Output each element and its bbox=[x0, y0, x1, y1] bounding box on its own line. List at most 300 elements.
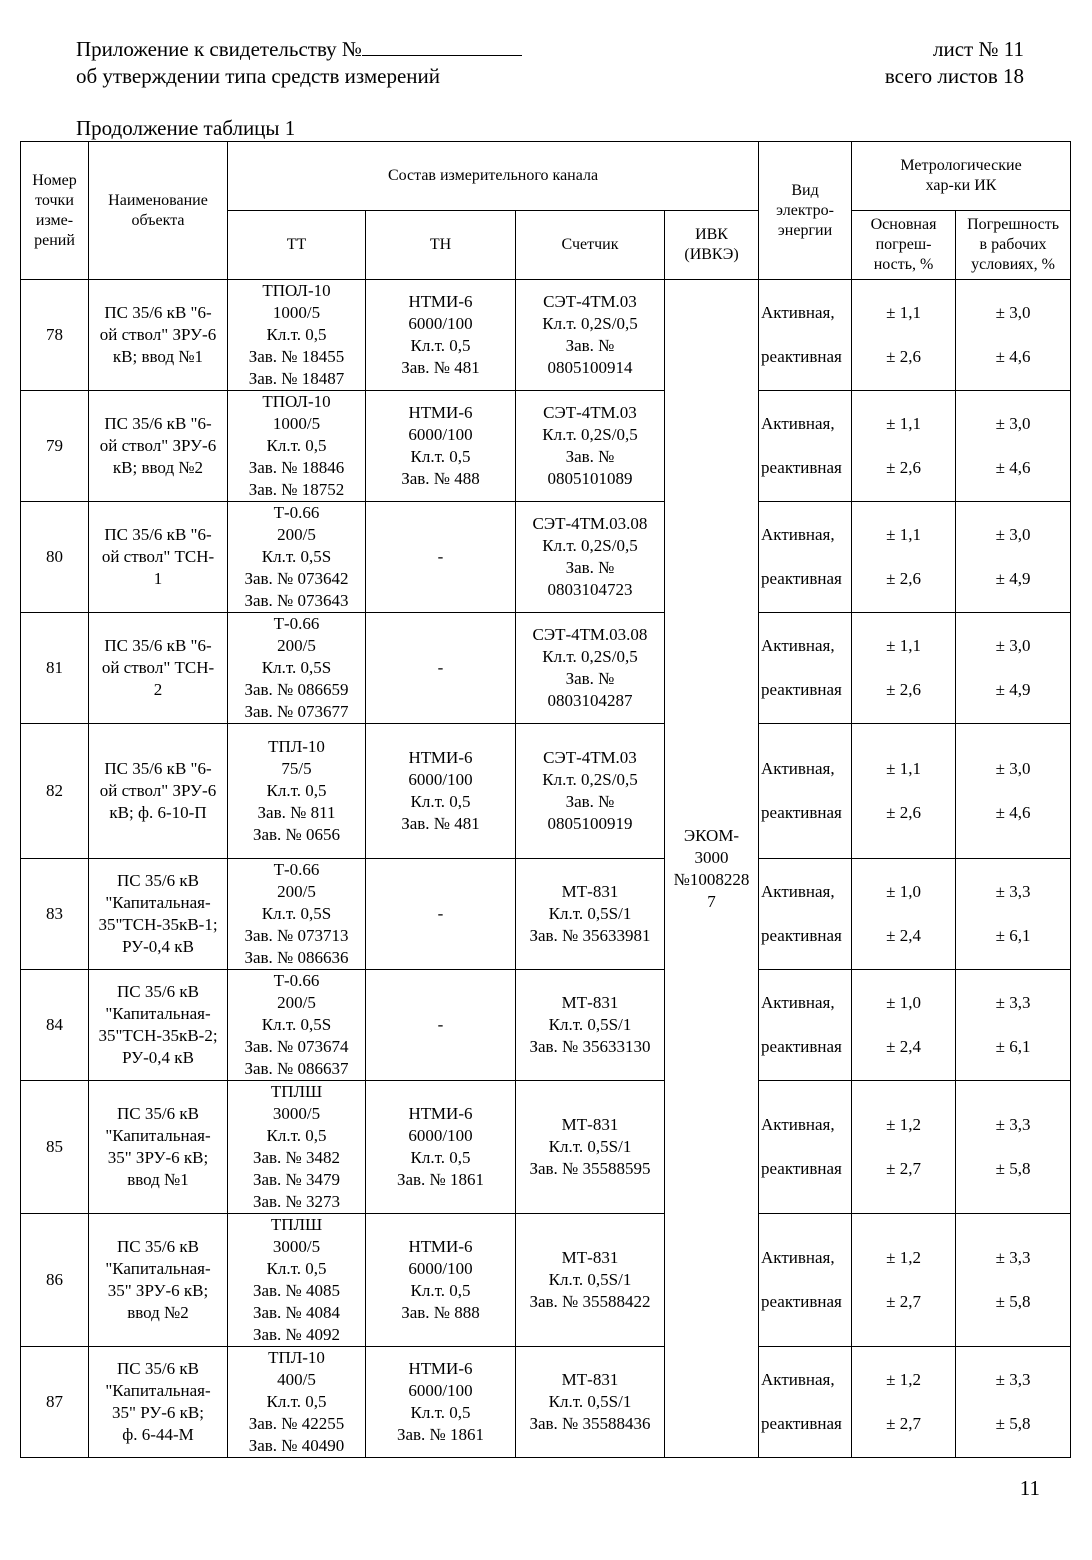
tn-line: - bbox=[437, 1015, 444, 1034]
tt-line: Кл.т. 0,5S bbox=[261, 1015, 332, 1034]
header-line-2: об утверждении типа средств измерений bbox=[76, 64, 441, 88]
meter-line: Кл.т. 0,5S/1 bbox=[548, 904, 632, 923]
table-row bbox=[21, 280, 1071, 391]
tn-line: Кл.т. 0,5 bbox=[410, 792, 471, 811]
meter-line: Кл.т. 0,2S/0,5 bbox=[542, 314, 638, 333]
tt-cell bbox=[228, 280, 366, 391]
meter-line: МТ-831 bbox=[561, 1370, 619, 1389]
spacer bbox=[958, 435, 1068, 457]
table-row bbox=[21, 613, 1071, 724]
object-name-line: ПС 35/6 кВ "6- bbox=[104, 636, 212, 655]
spacer bbox=[854, 546, 953, 568]
point-number-cell: 80 bbox=[21, 502, 89, 613]
object-name-line: ой ствол" ЗРУ-6 bbox=[99, 781, 217, 800]
page-number: 11 bbox=[1019, 1476, 1040, 1500]
header-tn: ТН bbox=[366, 211, 516, 280]
meter-cell bbox=[516, 724, 665, 859]
spacer bbox=[854, 435, 953, 457]
tt-line: 200/5 bbox=[277, 993, 316, 1012]
base-error-cell-value: ± 2,4 bbox=[886, 1037, 921, 1056]
tt-line: 3000/5 bbox=[272, 1237, 321, 1256]
base-error-cell-value: ± 1,0 bbox=[886, 882, 921, 901]
header-line-1: Приложение к свидетельству № bbox=[76, 36, 522, 63]
base-error-cell-value: ± 2,6 bbox=[886, 569, 921, 588]
object-name-line: кВ; ввод №2 bbox=[112, 458, 204, 477]
object-name-line: ПС 35/6 кВ bbox=[117, 982, 199, 1001]
tn-cell bbox=[366, 613, 516, 724]
energy-kind-cell-value: Активная, bbox=[761, 759, 835, 778]
meter-line: МТ-831 bbox=[561, 993, 619, 1012]
point-number-cell: 86 bbox=[21, 1214, 89, 1347]
meter-line: СЭТ-4ТМ.03 bbox=[543, 292, 637, 311]
energy-kind-cell bbox=[759, 280, 852, 391]
tt-cell bbox=[228, 1081, 366, 1214]
ivk-line: №1008228 bbox=[673, 869, 750, 889]
base-error-cell-value: ± 1,0 bbox=[886, 993, 921, 1012]
header-line: энергии bbox=[777, 221, 833, 239]
tt-line: Зав. № 073643 bbox=[244, 591, 349, 610]
working-error-cell-value: ± 4,9 bbox=[995, 680, 1031, 699]
base-error-cell-value: ± 2,7 bbox=[886, 1292, 921, 1311]
energy-kind-cell-value: реактивная bbox=[761, 803, 842, 822]
object-name-line: 35"ТСН-35кВ-1; bbox=[98, 915, 218, 934]
meter-line: Зав. № bbox=[565, 792, 615, 811]
object-name-line: ввод №2 bbox=[127, 1303, 189, 1322]
tn-line: Зав. № 481 bbox=[401, 814, 480, 833]
tt-line: Зав. № 086659 bbox=[244, 680, 349, 699]
base-error-cell-value: ± 2,6 bbox=[886, 458, 921, 477]
tt-line: ТПЛШ bbox=[270, 1215, 323, 1234]
header-line: погреш- bbox=[875, 236, 932, 253]
base-error-cell-value: ± 1,2 bbox=[886, 1115, 921, 1134]
tt-line: Зав. № 073677 bbox=[244, 702, 349, 721]
tt-line: Зав. № 42255 bbox=[248, 1414, 345, 1433]
tt-line: ТПЛ-10 bbox=[268, 1348, 325, 1367]
tt-line: ТПЛШ bbox=[270, 1082, 323, 1101]
object-name-cell bbox=[89, 502, 228, 613]
tn-line: Кл.т. 0,5 bbox=[410, 1281, 471, 1300]
point-number-cell: 87 bbox=[21, 1347, 89, 1458]
header-metrology-group bbox=[852, 142, 1071, 211]
object-name-line: ввод №1 bbox=[127, 1170, 189, 1189]
object-name-line: ПС 35/6 кВ bbox=[117, 1237, 199, 1256]
working-error-cell-value: ± 4,9 bbox=[995, 569, 1031, 588]
tt-line: Зав. № 086636 bbox=[244, 948, 349, 967]
object-name-cell bbox=[89, 280, 228, 391]
meter-line: Зав. № 35633981 bbox=[529, 926, 651, 945]
tn-line: НТМИ-6 bbox=[408, 1104, 473, 1123]
object-name-line: 35" РУ-6 кВ; bbox=[112, 1403, 204, 1422]
spacer bbox=[958, 324, 1068, 346]
working-error-cell-value: ± 4,6 bbox=[995, 803, 1031, 822]
energy-kind-cell-value: реактивная bbox=[761, 347, 842, 366]
object-name-line: "Капитальная- bbox=[105, 1259, 211, 1278]
point-number-cell: 82 bbox=[21, 724, 89, 859]
spacer bbox=[854, 324, 953, 346]
meter-line: МТ-831 bbox=[561, 1248, 619, 1267]
spacer bbox=[958, 546, 1068, 568]
object-name-line: ПС 35/6 кВ bbox=[117, 1104, 199, 1123]
energy-kind-cell bbox=[759, 970, 852, 1081]
energy-kind-cell-value: реактивная bbox=[761, 1159, 842, 1178]
base-error-cell bbox=[852, 502, 956, 613]
meter-line: Зав. № bbox=[565, 336, 615, 355]
meter-cell bbox=[516, 613, 665, 724]
energy-kind-cell-value: реактивная bbox=[761, 1414, 842, 1433]
object-name-line: ой ствол" ТСН- bbox=[101, 658, 215, 677]
meter-cell bbox=[516, 1347, 665, 1458]
tt-line: Кл.т. 0,5 bbox=[266, 781, 327, 800]
meter-line: СЭТ-4ТМ.03 bbox=[543, 748, 637, 767]
base-error-cell bbox=[852, 280, 956, 391]
working-error-cell-value: ± 6,1 bbox=[995, 926, 1031, 945]
tt-line: ТПОЛ-10 bbox=[262, 392, 331, 411]
tn-line: Зав. № 481 bbox=[401, 358, 480, 377]
tt-line: 1000/5 bbox=[272, 414, 321, 433]
meter-line: Зав. № 35588422 bbox=[529, 1292, 651, 1311]
object-name-line: 35" ЗРУ-6 кВ; bbox=[107, 1281, 209, 1300]
meter-cell bbox=[516, 280, 665, 391]
header-line: Метрологические bbox=[900, 157, 1022, 174]
working-error-cell bbox=[956, 859, 1071, 970]
base-error-cell-value: ± 1,1 bbox=[886, 525, 921, 544]
energy-kind-cell-value: Активная, bbox=[761, 1370, 835, 1389]
meter-line: 0803104287 bbox=[547, 691, 633, 710]
object-name-cell bbox=[89, 613, 228, 724]
spacer bbox=[958, 1391, 1068, 1413]
tt-line: 75/5 bbox=[281, 759, 312, 778]
header-line: Вид bbox=[791, 181, 819, 199]
tt-line: Т-0.66 bbox=[273, 503, 320, 522]
tn-line: 6000/100 bbox=[408, 770, 473, 789]
tn-line: Кл.т. 0,5 bbox=[410, 447, 471, 466]
table-row bbox=[21, 391, 1071, 502]
energy-kind-cell-value: Активная, bbox=[761, 636, 835, 655]
spacer bbox=[761, 1269, 849, 1291]
tt-line: Зав. № 18487 bbox=[248, 369, 345, 388]
working-error-cell-value: ± 3,3 bbox=[995, 1370, 1031, 1389]
ivk-line: ЭКОМ- bbox=[683, 825, 740, 845]
tn-cell bbox=[366, 859, 516, 970]
spacer bbox=[761, 1014, 849, 1036]
tn-line: Зав. № 888 bbox=[401, 1303, 480, 1322]
tt-line: Кл.т. 0,5S bbox=[261, 547, 332, 566]
object-name-line: ф. 6-44-М bbox=[122, 1425, 194, 1444]
table-row bbox=[21, 724, 1071, 859]
table-row bbox=[21, 1214, 1071, 1347]
tt-line: Зав. № 086637 bbox=[244, 1059, 349, 1078]
tn-line: НТМИ-6 bbox=[408, 403, 473, 422]
object-name-cell bbox=[89, 391, 228, 502]
meter-line: Кл.т. 0,5S/1 bbox=[548, 1015, 632, 1034]
tt-cell bbox=[228, 1347, 366, 1458]
base-error-cell-value: ± 2,7 bbox=[886, 1414, 921, 1433]
header-line: электро- bbox=[776, 201, 834, 219]
spacer bbox=[761, 324, 849, 346]
working-error-cell bbox=[956, 1347, 1071, 1458]
measurement-table bbox=[20, 141, 1071, 1458]
meter-cell bbox=[516, 1214, 665, 1347]
spacer bbox=[854, 903, 953, 925]
tn-line: Зав. № 1861 bbox=[396, 1425, 485, 1444]
working-error-cell-value: ± 3,0 bbox=[995, 414, 1031, 433]
point-number-cell: 85 bbox=[21, 1081, 89, 1214]
base-error-cell-value: ± 1,1 bbox=[886, 414, 921, 433]
tt-line: Т-0.66 bbox=[273, 860, 320, 879]
meter-line: 0805100914 bbox=[547, 358, 633, 377]
object-name-cell bbox=[89, 859, 228, 970]
spacer bbox=[958, 657, 1068, 679]
tt-line: ТПОЛ-10 bbox=[262, 281, 331, 300]
tt-line: Зав. № 18455 bbox=[248, 347, 345, 366]
tn-line: - bbox=[437, 547, 444, 566]
tt-line: Зав. № 3273 bbox=[252, 1192, 341, 1211]
base-error-cell-value: ± 1,1 bbox=[886, 759, 921, 778]
point-number-cell: 78 bbox=[21, 280, 89, 391]
base-error-cell-value: ± 2,4 bbox=[886, 926, 921, 945]
energy-kind-cell-value: Активная, bbox=[761, 303, 835, 322]
meter-line: МТ-831 bbox=[561, 1115, 619, 1134]
working-error-cell-value: ± 5,8 bbox=[995, 1292, 1031, 1311]
point-number-cell: 84 bbox=[21, 970, 89, 1081]
point-number-cell: 79 bbox=[21, 391, 89, 502]
tn-line: - bbox=[437, 658, 444, 677]
tn-cell bbox=[366, 724, 516, 859]
energy-kind-cell bbox=[759, 724, 852, 859]
certificate-number-blank bbox=[362, 37, 522, 56]
meter-line: Кл.т. 0,2S/0,5 bbox=[542, 647, 638, 666]
tt-cell bbox=[228, 1214, 366, 1347]
tt-cell bbox=[228, 613, 366, 724]
tt-line: Т-0.66 bbox=[273, 614, 320, 633]
meter-line: Зав. № bbox=[565, 447, 615, 466]
object-name-line: ПС 35/6 кВ bbox=[117, 871, 199, 890]
base-error-cell-value: ± 2,6 bbox=[886, 347, 921, 366]
meter-line: Кл.т. 0,2S/0,5 bbox=[542, 425, 638, 444]
energy-kind-cell-value: реактивная bbox=[761, 1292, 842, 1311]
table-row bbox=[21, 859, 1071, 970]
working-error-cell bbox=[956, 724, 1071, 859]
ivk-cell bbox=[665, 280, 759, 1458]
energy-kind-cell-value: Активная, bbox=[761, 1115, 835, 1134]
spacer bbox=[854, 1014, 953, 1036]
tt-line: Кл.т. 0,5 bbox=[266, 436, 327, 455]
spacer bbox=[761, 903, 849, 925]
working-error-cell bbox=[956, 1214, 1071, 1347]
tt-line: ТПЛ-10 bbox=[268, 737, 325, 756]
header-line: точки bbox=[35, 191, 74, 209]
working-error-cell-value: ± 3,0 bbox=[995, 525, 1031, 544]
header-meter: Счетчик bbox=[516, 211, 665, 280]
spacer bbox=[761, 435, 849, 457]
energy-kind-cell-value: реактивная bbox=[761, 1037, 842, 1056]
working-error-cell-value: ± 4,6 bbox=[995, 458, 1031, 477]
object-name-line: "Капитальная- bbox=[105, 1126, 211, 1145]
header-base-error bbox=[852, 211, 956, 280]
meter-line: 0805101089 bbox=[547, 469, 633, 488]
spacer bbox=[761, 546, 849, 568]
tt-cell bbox=[228, 970, 366, 1081]
header-line: рений bbox=[34, 231, 75, 249]
object-name-cell bbox=[89, 970, 228, 1081]
object-name-line: 35" ЗРУ-6 кВ; bbox=[107, 1148, 209, 1167]
tt-line: 400/5 bbox=[277, 1370, 316, 1389]
spacer bbox=[761, 780, 849, 802]
base-error-cell-value: ± 1,2 bbox=[886, 1370, 921, 1389]
object-name-line: ПС 35/6 кВ bbox=[117, 1359, 199, 1378]
object-name-line: ой ствол" ЗРУ-6 bbox=[99, 325, 217, 344]
document-header-left bbox=[76, 36, 522, 90]
tt-cell bbox=[228, 502, 366, 613]
spacer bbox=[854, 657, 953, 679]
tn-line: 6000/100 bbox=[408, 314, 473, 333]
tn-line: 6000/100 bbox=[408, 1259, 473, 1278]
object-name-line: ПС 35/6 кВ "6- bbox=[104, 414, 212, 433]
tt-line: Зав. № 40490 bbox=[248, 1436, 345, 1455]
tt-cell bbox=[228, 724, 366, 859]
header-line: Номер bbox=[32, 171, 77, 189]
tt-line: Т-0.66 bbox=[273, 971, 320, 990]
energy-kind-cell-value: Активная, bbox=[761, 525, 835, 544]
spacer bbox=[958, 1136, 1068, 1158]
working-error-cell-value: ± 3,0 bbox=[995, 636, 1031, 655]
table-row bbox=[21, 502, 1071, 613]
meter-cell bbox=[516, 859, 665, 970]
tt-line: Зав. № 3479 bbox=[252, 1170, 341, 1189]
meter-line: Зав. № 35588595 bbox=[529, 1159, 651, 1178]
working-error-cell-value: ± 5,8 bbox=[995, 1414, 1031, 1433]
meter-line: Зав. № bbox=[565, 669, 615, 688]
tt-line: Зав. № 18752 bbox=[248, 480, 345, 499]
energy-kind-cell bbox=[759, 1347, 852, 1458]
tn-line: НТМИ-6 bbox=[408, 1237, 473, 1256]
tn-line: Зав. № 488 bbox=[401, 469, 480, 488]
base-error-cell-value: ± 2,6 bbox=[886, 803, 921, 822]
header-ivk bbox=[665, 211, 759, 280]
spacer bbox=[958, 780, 1068, 802]
tt-line: Зав. № 073674 bbox=[244, 1037, 349, 1056]
ivk-line: 3000 bbox=[694, 847, 729, 867]
working-error-cell-value: ± 3,3 bbox=[995, 993, 1031, 1012]
meter-line: Зав. № bbox=[565, 558, 615, 577]
header-line: условиях, % bbox=[971, 256, 1055, 273]
working-error-cell-value: ± 4,6 bbox=[995, 347, 1031, 366]
meter-line: Кл.т. 0,2S/0,5 bbox=[542, 770, 638, 789]
tt-line: Кл.т. 0,5 bbox=[266, 325, 327, 344]
header-line: (ИВКЭ) bbox=[684, 246, 739, 263]
object-name-line: РУ-0,4 кВ bbox=[122, 937, 194, 956]
energy-kind-cell bbox=[759, 391, 852, 502]
working-error-cell-value: ± 3,3 bbox=[995, 1248, 1031, 1267]
working-error-cell bbox=[956, 502, 1071, 613]
spacer bbox=[854, 1391, 953, 1413]
energy-kind-cell bbox=[759, 1214, 852, 1347]
working-error-cell-value: ± 3,3 bbox=[995, 1115, 1031, 1134]
energy-kind-cell bbox=[759, 1081, 852, 1214]
header-line: Основная bbox=[870, 216, 937, 233]
header-energy-kind bbox=[759, 142, 852, 280]
tt-line: 3000/5 bbox=[272, 1104, 321, 1123]
object-name-line: РУ-0,4 кВ bbox=[122, 1048, 194, 1067]
object-name-line: 2 bbox=[153, 680, 163, 699]
object-name-line: ПС 35/6 кВ "6- bbox=[104, 525, 212, 544]
working-error-cell bbox=[956, 391, 1071, 502]
working-error-cell bbox=[956, 1081, 1071, 1214]
tn-line: 6000/100 bbox=[408, 1381, 473, 1400]
base-error-cell-value: ± 1,1 bbox=[886, 303, 921, 322]
base-error-cell-value: ± 2,6 bbox=[886, 680, 921, 699]
meter-line: Кл.т. 0,5S/1 bbox=[548, 1270, 632, 1289]
tn-cell bbox=[366, 280, 516, 391]
spacer bbox=[761, 1391, 849, 1413]
meter-line: СЭТ-4ТМ.03.08 bbox=[532, 514, 648, 533]
spacer bbox=[958, 1269, 1068, 1291]
base-error-cell bbox=[852, 724, 956, 859]
tt-line: Зав. № 4085 bbox=[252, 1281, 341, 1300]
working-error-cell-value: ± 3,0 bbox=[995, 759, 1031, 778]
energy-kind-cell-value: Активная, bbox=[761, 1248, 835, 1267]
meter-line: 0803104723 bbox=[547, 580, 633, 599]
object-name-line: "Капитальная- bbox=[105, 1004, 211, 1023]
energy-kind-cell bbox=[759, 613, 852, 724]
energy-kind-cell bbox=[759, 859, 852, 970]
object-name-line: ой ствол" ЗРУ-6 bbox=[99, 436, 217, 455]
meter-line: МТ-831 bbox=[561, 882, 619, 901]
tn-line: 6000/100 bbox=[408, 425, 473, 444]
working-error-cell-value: ± 6,1 bbox=[995, 1037, 1031, 1056]
tt-line: Зав. № 073642 bbox=[244, 569, 349, 588]
tt-line: Зав. № 18846 bbox=[248, 458, 345, 477]
spacer bbox=[854, 1136, 953, 1158]
tn-cell bbox=[366, 502, 516, 613]
tt-line: Кл.т. 0,5S bbox=[261, 658, 332, 677]
spacer bbox=[761, 1136, 849, 1158]
base-error-cell bbox=[852, 613, 956, 724]
base-error-cell bbox=[852, 391, 956, 502]
tn-line: 6000/100 bbox=[408, 1126, 473, 1145]
meter-cell bbox=[516, 391, 665, 502]
object-name-line: 1 bbox=[153, 569, 163, 588]
header-line: ность, % bbox=[873, 256, 934, 273]
base-error-cell bbox=[852, 1081, 956, 1214]
tn-line: - bbox=[437, 904, 444, 923]
meter-line: СЭТ-4ТМ.03 bbox=[543, 403, 637, 422]
header-line: в рабочих bbox=[979, 236, 1047, 253]
meter-line: Зав. № 35588436 bbox=[529, 1414, 651, 1433]
meter-line: Кл.т. 0,5S/1 bbox=[548, 1137, 632, 1156]
header-point-number bbox=[21, 142, 89, 280]
header-line: Наименование bbox=[108, 191, 208, 209]
object-name-cell bbox=[89, 1081, 228, 1214]
tn-cell bbox=[366, 970, 516, 1081]
table-row bbox=[21, 970, 1071, 1081]
table-caption: Продолжение таблицы 1 bbox=[76, 116, 296, 140]
tn-line: Кл.т. 0,5 bbox=[410, 336, 471, 355]
table-body bbox=[21, 280, 1071, 1458]
spacer bbox=[854, 780, 953, 802]
object-name-line: кВ; ф. 6-10-П bbox=[109, 803, 207, 822]
base-error-cell bbox=[852, 1347, 956, 1458]
table-row bbox=[21, 1347, 1071, 1458]
tn-line: НТМИ-6 bbox=[408, 292, 473, 311]
header-channel-group: Состав измерительного канала bbox=[228, 142, 759, 211]
tt-line: Кл.т. 0,5S bbox=[261, 904, 332, 923]
header-working-error bbox=[956, 211, 1071, 280]
document-header-right bbox=[885, 36, 1024, 90]
tt-line: Зав. № 4092 bbox=[252, 1325, 341, 1344]
tn-line: Кл.т. 0,5 bbox=[410, 1148, 471, 1167]
working-error-cell bbox=[956, 970, 1071, 1081]
